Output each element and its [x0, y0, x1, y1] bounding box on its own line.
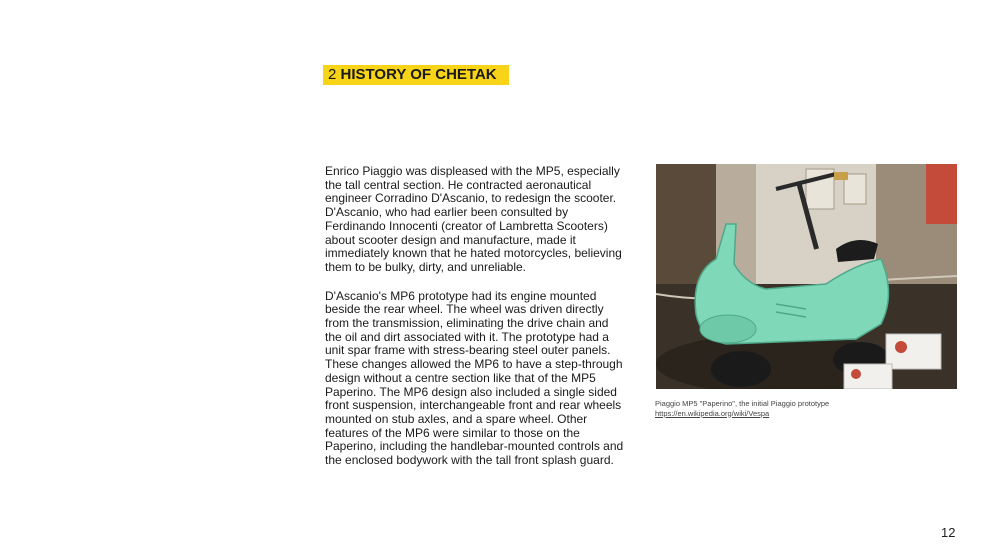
section-heading [323, 65, 509, 85]
body-text [325, 165, 625, 483]
scooter-illustration [656, 164, 957, 389]
source-link[interactable]: https://en.wikipedia.org/wiki/Vespa [655, 408, 770, 418]
paragraph-1: Enrico Piaggio was displeased with the MP5, especially the tall central section. He contracted aeronautical engineer Corradino D'Ascanio, to redesign the scooter. D'Ascanio, who had earlier been consulted by Ferdinando Innocenti (creator of Lambretta Scooters) about scooter design and manufacture, made it immediately known that he hated motorcycles, believing them to be bulky, dirty, and unreliable. [325, 164, 622, 274]
scooter-photo [656, 164, 957, 389]
paragraph-2: D'Ascanio's MP6 prototype had its engine mounted beside the rear wheel. The wheel was driven directly from the transmission, eliminating the drive chain and the oil and dirt associated with it. The prototype had a unit spar frame with stress-bearing steel outer panels. These changes allowed the MP6 to have a step-through design without a centre section like that of the MP5 Paperino. The MP6 design also included a single sided front suspension, interchangeable front and rear wheels mounted on stub axles, and a spare wheel. Other features of the MP6 were similar to those on the Paperino, including the handlebar-mounted controls and the enclosed bodywork with the tall front splash guard. [325, 288, 624, 468]
section-title: HISTORY OF CHETAK [340, 66, 497, 83]
page-number: 12 [941, 525, 956, 540]
figure-caption [655, 399, 975, 418]
section-number: 2 [328, 66, 337, 83]
caption-text: Piaggio MP5 "Paperino", the initial Piaggio prototype [655, 399, 830, 408]
